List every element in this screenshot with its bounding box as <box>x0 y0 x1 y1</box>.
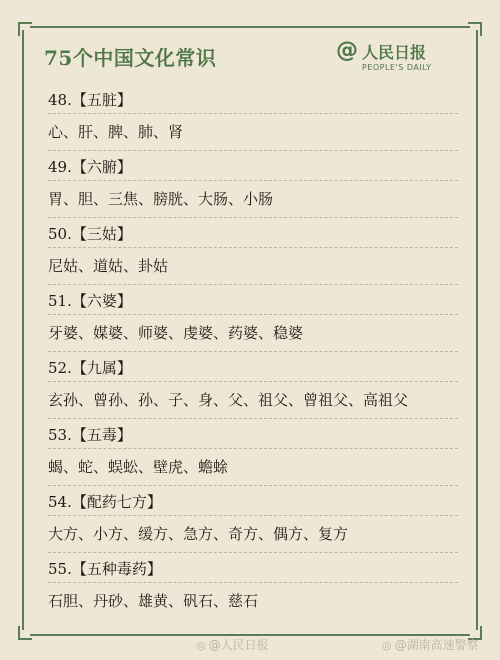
list-item <box>48 285 458 352</box>
entry-items: 牙婆、媒婆、师婆、虔婆、药婆、稳婆 <box>48 324 304 342</box>
frame-right-line <box>476 30 478 630</box>
entry-heading <box>48 419 458 448</box>
entry-number: 48. <box>48 91 72 109</box>
logo-subtitle: PEOPLE'S DAILY <box>362 63 432 72</box>
entry-title: 【九属】 <box>71 359 132 377</box>
entry-title: 【五种毒药】 <box>71 560 162 578</box>
entry-heading <box>48 553 458 582</box>
list-item <box>48 352 458 419</box>
watermark-bar <box>0 636 500 654</box>
watermark-left <box>196 636 269 653</box>
entry-heading <box>48 352 458 381</box>
entry-title: 【六婆】 <box>71 292 132 310</box>
list-item <box>48 84 458 151</box>
frame-corner-top-right <box>468 22 482 36</box>
frame-corner-top-left <box>18 22 32 36</box>
entry-items: 蝎、蛇、蜈蚣、壁虎、蟾蜍 <box>48 458 229 476</box>
page-title: 75个中国文化常识 <box>44 46 217 70</box>
watermark-right <box>382 636 479 653</box>
weibo-icon: ◎ <box>196 639 206 652</box>
entry-items: 玄孙、曾孙、孙、子、身、父、祖父、曾祖父、高祖父 <box>48 391 409 409</box>
list-item <box>48 218 458 285</box>
entry-items: 尼姑、道姑、卦姑 <box>48 257 169 275</box>
list-item <box>48 419 458 486</box>
people-daily-logo <box>336 38 456 78</box>
entry-heading <box>48 486 458 515</box>
entry-number: 51. <box>48 292 72 310</box>
entry-items: 大方、小方、缓方、急方、奇方、偶方、复方 <box>48 525 349 543</box>
entry-items: 石胆、丹砂、雄黄、矾石、慈石 <box>48 592 259 610</box>
entry-title: 【配药七方】 <box>71 493 162 511</box>
entry-number: 53. <box>48 426 72 444</box>
at-sign-icon: @ <box>336 38 358 63</box>
entry-title: 【三姑】 <box>71 225 132 243</box>
watermark-left-text: @人民日报 <box>208 638 269 652</box>
entry-heading <box>48 285 458 314</box>
entry-number: 54. <box>48 493 72 511</box>
entry-items: 胃、胆、三焦、膀胱、大肠、小肠 <box>48 190 274 208</box>
entry-title: 【五毒】 <box>71 426 132 444</box>
weibo-icon: ◎ <box>382 639 392 652</box>
frame-left-line <box>22 30 24 630</box>
watermark-right-text: @湖南高速警察 <box>394 638 479 652</box>
logo-name: 人民日报 <box>362 43 427 62</box>
frame-top-line <box>30 26 470 28</box>
entry-heading <box>48 151 458 180</box>
entry-number: 49. <box>48 158 72 176</box>
entry-number: 50. <box>48 225 72 243</box>
entry-title: 【五脏】 <box>71 91 132 109</box>
knowledge-list <box>48 84 458 619</box>
list-item <box>48 486 458 553</box>
entry-number: 55. <box>48 560 72 578</box>
entry-items: 心、肝、脾、肺、肾 <box>48 123 184 141</box>
entry-heading <box>48 84 458 113</box>
entry-number: 52. <box>48 359 72 377</box>
list-item <box>48 553 458 619</box>
entry-title: 【六腑】 <box>71 158 132 176</box>
page-header <box>44 36 456 82</box>
list-item <box>48 151 458 218</box>
entry-heading <box>48 218 458 247</box>
